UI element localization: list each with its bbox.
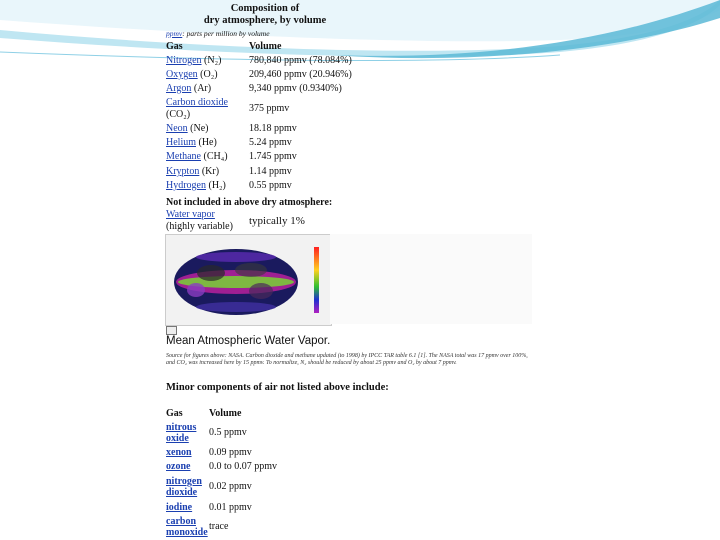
gas-link[interactable]: Argon bbox=[166, 83, 192, 94]
gas-formula: (Ne) bbox=[190, 123, 209, 134]
minor-gas-name-part[interactable]: monoxide bbox=[166, 527, 208, 538]
not-included-heading: Not included in above dry atmosphere: bbox=[166, 197, 333, 208]
map-whitespace bbox=[330, 234, 532, 324]
gas-name-cell bbox=[166, 180, 226, 192]
source-note: Source for figures above: NASA. Carbon dioxide and methane updated (to 1998) by IPCC TAR table 6.1 [1]. The NASA total was 17 ppmv over 100%, and CO₂ was increased here by 15 ppmv. To normalize, N₂ should be reduced by about 25 ppmv and O₂ by about 7 ppmv. bbox=[166, 353, 528, 366]
minor-gas-name-part[interactable]: oxide bbox=[166, 433, 189, 444]
minor-gas-volume: 0.02 ppmv bbox=[209, 481, 252, 492]
minor-components-heading: Minor components of air not listed above include: bbox=[166, 382, 389, 393]
minor-gas-name-part[interactable]: dioxide bbox=[166, 487, 198, 498]
unit-note-text: : parts per million by volume bbox=[182, 29, 270, 38]
minor-gas-volume: trace bbox=[209, 521, 229, 532]
gas-formula: (CO₂) bbox=[166, 109, 191, 120]
table-title bbox=[165, 3, 365, 27]
water-vapor-note: (highly variable) bbox=[166, 221, 233, 232]
gas-link[interactable]: Methane bbox=[166, 151, 201, 162]
minor-col-gas: Gas bbox=[166, 408, 183, 419]
gas-name-cell bbox=[166, 83, 211, 95]
water-vapor-name[interactable]: Water vapor bbox=[166, 209, 215, 220]
minor-gas-volume: 0.0 to 0.07 ppmv bbox=[209, 461, 278, 472]
gas-volume-cell: 375 ppmv bbox=[249, 103, 290, 114]
water-vapor-volume: typically 1% bbox=[249, 215, 305, 227]
gas-link[interactable]: Krypton bbox=[166, 166, 200, 177]
gas-formula: (Kr) bbox=[201, 166, 220, 177]
gas-formula: (Ar) bbox=[193, 83, 212, 94]
gas-link[interactable]: Helium bbox=[166, 137, 196, 148]
minor-gas-volume: 0.5 ppmv bbox=[209, 427, 247, 438]
gas-name-cell bbox=[166, 69, 218, 81]
gas-formula: (N₂) bbox=[204, 55, 222, 66]
minor-gas-name-part[interactable]: carbon bbox=[166, 516, 196, 527]
gas-formula: (He) bbox=[198, 137, 217, 148]
gas-name-cell bbox=[166, 55, 221, 67]
gas-volume-cell: 780,840 ppmv (78.084%) bbox=[249, 55, 352, 66]
minor-gas-volume: 0.01 ppmv bbox=[209, 502, 252, 513]
col-header-volume: Volume bbox=[249, 41, 282, 52]
title-line-2: dry atmosphere, by volume bbox=[203, 15, 327, 26]
gas-volume-cell: 9,340 ppmv (0.9340%) bbox=[249, 83, 342, 94]
water-vapor-link[interactable] bbox=[166, 209, 215, 221]
gas-volume-cell: 5.24 ppmv bbox=[249, 137, 292, 148]
minor-gas-link[interactable] bbox=[166, 447, 192, 458]
minor-gas-link[interactable] bbox=[166, 476, 202, 498]
gas-formula: (H₂) bbox=[208, 180, 226, 191]
minor-gas-link[interactable] bbox=[166, 516, 208, 538]
minor-gas-link[interactable] bbox=[166, 502, 192, 513]
gas-formula: (O₂) bbox=[200, 69, 218, 80]
unit-note bbox=[166, 29, 270, 38]
gas-volume-cell: 18.18 ppmv bbox=[249, 123, 297, 134]
gas-link[interactable]: Neon bbox=[166, 123, 188, 134]
gas-volume-cell: 0.55 ppmv bbox=[249, 180, 292, 191]
gas-link[interactable]: Nitrogen bbox=[166, 55, 202, 66]
gas-volume-cell: 209,460 ppmv (20.946%) bbox=[249, 69, 352, 80]
col-header-gas: Gas bbox=[166, 41, 183, 52]
gas-volume-cell: 1.745 ppmv bbox=[249, 151, 297, 162]
title-line-1: Composition of bbox=[230, 3, 300, 14]
minor-gas-name-part[interactable]: nitrogen bbox=[166, 476, 202, 487]
gas-name-cell bbox=[166, 137, 217, 149]
minor-gas-link[interactable] bbox=[166, 422, 196, 444]
minor-gas-name-part[interactable]: ozone bbox=[166, 461, 191, 472]
minor-gas-name-part[interactable]: nitrous bbox=[166, 422, 197, 433]
gas-name-cell bbox=[166, 166, 219, 178]
minor-gas-link[interactable] bbox=[166, 461, 190, 472]
gas-formula: (CH₄) bbox=[203, 151, 228, 162]
minor-gas-name-part[interactable]: xenon bbox=[166, 447, 192, 458]
gas-link[interactable]: Oxygen bbox=[166, 69, 198, 80]
enlarge-icon[interactable] bbox=[166, 326, 177, 335]
water-vapor-map-image[interactable] bbox=[165, 234, 332, 326]
minor-gas-volume: 0.09 ppmv bbox=[209, 447, 252, 458]
gas-link[interactable]: Carbon dioxide bbox=[166, 97, 228, 108]
gas-name-cell bbox=[166, 97, 228, 121]
map-caption: Mean Atmospheric Water Vapor. bbox=[166, 335, 331, 347]
gas-link[interactable]: Hydrogen bbox=[166, 180, 206, 191]
gas-name-cell bbox=[166, 123, 209, 135]
gas-volume-cell: 1.14 ppmv bbox=[249, 166, 292, 177]
ppmv-link[interactable]: ppmv bbox=[166, 29, 183, 38]
minor-col-volume: Volume bbox=[209, 408, 242, 419]
minor-gas-name-part[interactable]: iodine bbox=[166, 502, 193, 513]
world-map-graphic bbox=[166, 235, 331, 325]
gas-name-cell bbox=[166, 151, 228, 163]
